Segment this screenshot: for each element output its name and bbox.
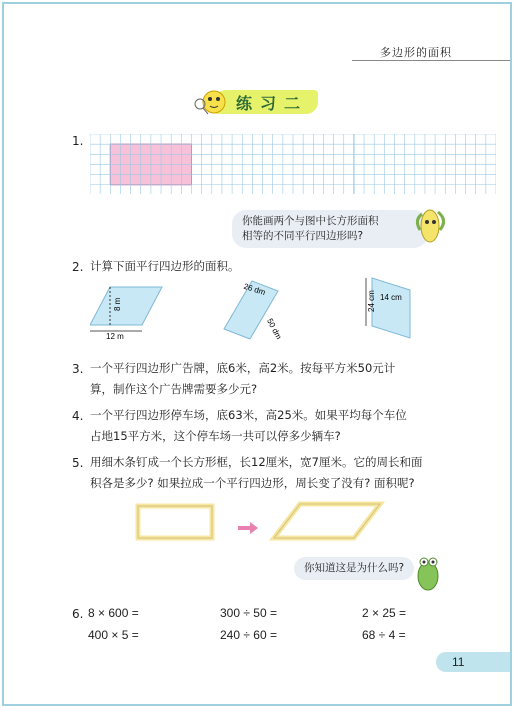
q4-line2: 占地15平方米，这个停车场一共可以停多少辆车? [90,429,341,443]
q2-number: 2. [72,260,84,274]
fig1-base-label: 12 m [106,332,124,341]
calc-item-4: 400 × 5 = [88,628,139,642]
exercise-title-block [192,82,322,118]
exercise-title: 练习二 [236,94,309,113]
fig2-height-label: 50 dm [265,316,284,341]
q1-hint-line1: 你能画两个与图中长方形面积 [242,215,379,227]
parallelogram-figure-2 [222,277,302,347]
q1-hint-line2: 相等的不同平行四边形吗? [242,230,364,242]
mascot-icon [192,82,232,118]
q5-line1: 用细木条钉成一个长方形框，长12厘米，宽7厘米。它的周长和面 [90,455,423,469]
q4-number: 4. [72,409,84,423]
q5-hint-bubble: 你知道这是为什么吗? [294,557,414,580]
page-number: 11 [452,655,465,669]
chapter-header: 多边形的面积 [380,46,452,59]
q2-text: 计算下面平行四边形的面积。 [90,259,240,273]
fig3-height-label: 24 cm [367,290,376,312]
q4-line1: 一个平行四边形停车场，底63米，高25米。如果平均每个车位 [90,408,407,422]
q3-text [90,358,395,400]
calc-item-3: 2 × 25 = [362,606,407,620]
calc-item-5: 240 ÷ 60 = [220,628,277,642]
header-divider [352,60,510,61]
parallelogram-figure-1 [90,283,170,343]
q1-grid [90,134,496,194]
parallelogram-figure-3 [362,276,422,346]
corn-mascot-icon [412,200,452,250]
q5-number: 5. [72,456,84,470]
fig1-height-label: 8 m [113,297,122,311]
q3-line2: 算，制作这个广告牌需要多少元? [90,382,258,396]
q1-hint-bubble [232,210,428,248]
q6-number: 6. [72,607,84,621]
q5-text [90,452,422,494]
q3-line1: 一个平行四边形广告牌，底6米，高2米。按每平方米50元计 [90,361,396,375]
calc-item-1: 8 × 600 = [88,606,139,620]
page-number-tab [436,652,510,672]
fig3-base-label: 14 cm [380,293,402,302]
q5-line2: 积各是多少? 如果拉成一个平行四边形，周长变了没有? 面积呢? [90,476,415,490]
frog-mascot-icon [412,548,446,594]
q4-text [90,405,407,447]
q3-number: 3. [72,362,84,376]
calc-item-6: 68 ÷ 4 = [362,628,406,642]
wood-frames-illustration [130,500,450,550]
fig2-base-label: 26 dm [242,281,267,298]
calc-item-2: 300 ÷ 50 = [220,606,277,620]
q1-number: 1. [72,134,84,148]
